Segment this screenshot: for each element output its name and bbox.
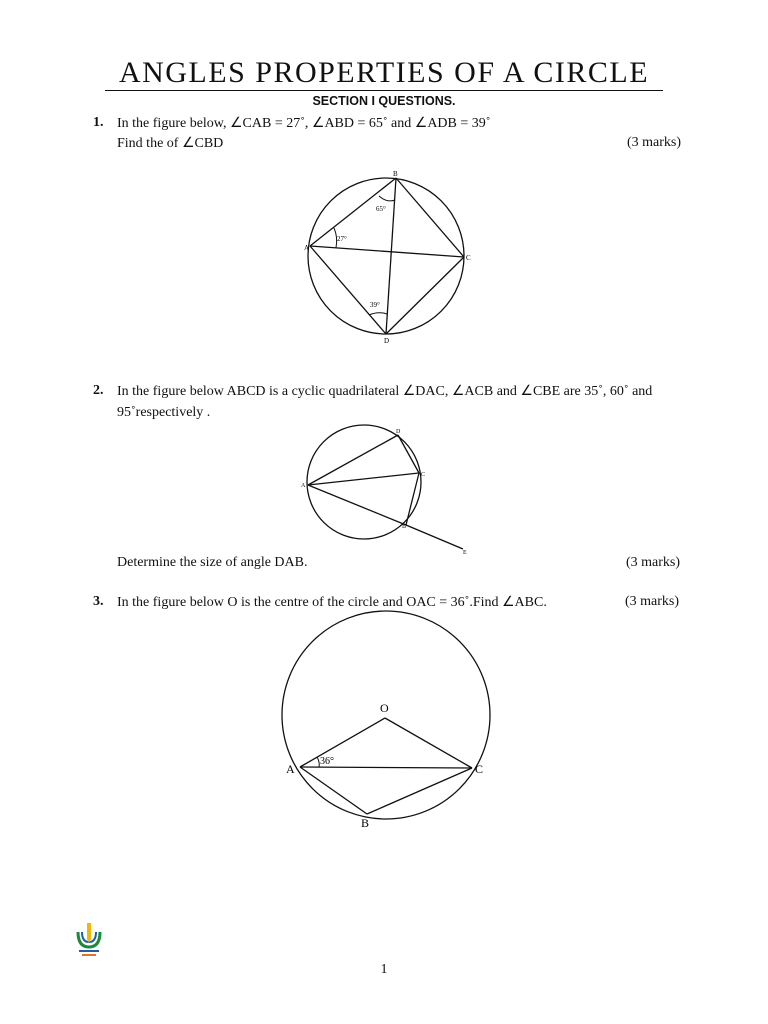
question-3-marks: (3 marks) — [625, 594, 680, 609]
question-1-marks: (3 marks) — [627, 135, 682, 150]
question-2-figure — [296, 422, 476, 557]
school-logo-icon — [74, 920, 104, 958]
q1-label-a: A — [304, 244, 310, 252]
question-3-text: In the figure below O is the centre of the circle and OAC = 36˚.Find ∠ABC. — [117, 595, 547, 610]
q1-angle-b: 65° — [376, 205, 386, 213]
question-2-prompt: Determine the size of angle DAB. — [117, 555, 308, 570]
q2-label-b: B — [402, 524, 407, 530]
q3-angle-a: 36° — [320, 756, 334, 767]
question-1-number: 1. — [93, 115, 104, 130]
q1-label-c: C — [466, 254, 471, 262]
q3-label-a: A — [286, 762, 295, 776]
q3-label-c: C — [475, 762, 484, 776]
question-2-text: In the figure below ABCD is a cyclic quadrilateral ∠DAC, ∠ACB and ∠CBE are 35˚, 60˚ and — [117, 384, 653, 399]
question-1-prompt: Find the of ∠CBD — [117, 136, 224, 151]
q2-label-a: A — [301, 483, 306, 489]
question-3-figure — [270, 605, 500, 835]
q3-label-o: O — [380, 701, 389, 715]
q1-label-b: B — [393, 170, 398, 178]
page-title: ANGLES PROPERTIES OF A CIRCLE — [118, 56, 650, 89]
question-2-marks: (3 marks) — [626, 555, 681, 570]
question-1-figure — [290, 165, 480, 350]
question-2-number: 2. — [93, 383, 104, 398]
q1-angle-a: 27° — [337, 235, 347, 243]
q2-label-e: E — [463, 550, 467, 556]
q1-label-d: D — [384, 337, 390, 345]
section-heading: SECTION I QUESTIONS. — [312, 94, 456, 108]
question-1-text: In the figure below, ∠CAB = 27˚, ∠ABD = 65˚ and ∠ADB = 39˚ — [117, 116, 491, 131]
title-underline — [105, 90, 663, 91]
question-3-number: 3. — [93, 594, 104, 609]
q2-label-d: D — [396, 429, 401, 435]
page-number: 1 — [380, 962, 388, 977]
q3-label-b: B — [361, 816, 370, 830]
q1-angle-d: 39° — [370, 301, 380, 309]
q2-label-c: C — [421, 472, 426, 478]
question-2-text-cont: 95˚respectively . — [117, 405, 211, 420]
